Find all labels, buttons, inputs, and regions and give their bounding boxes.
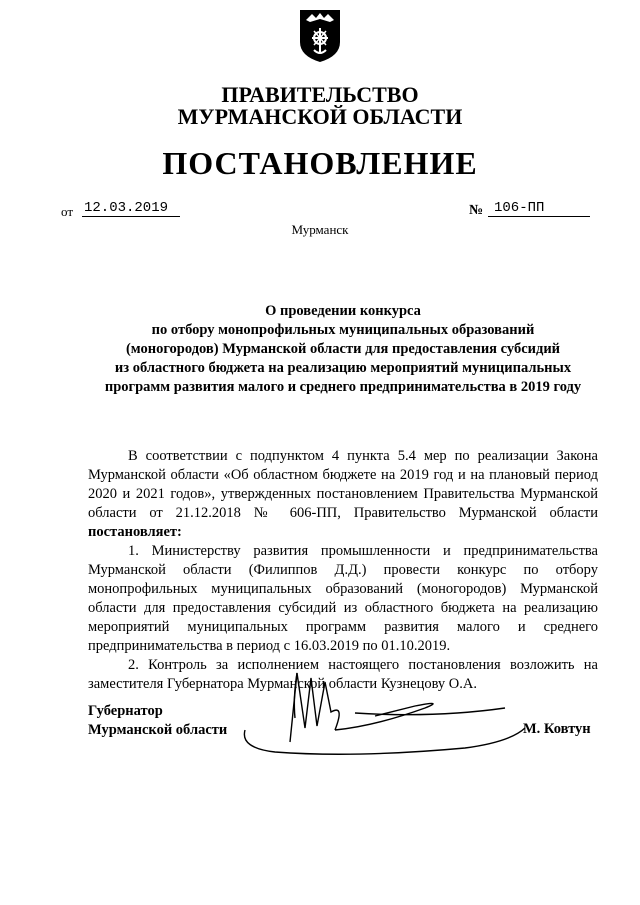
resolves-word: постановляет: <box>88 524 182 540</box>
document-type-heading: ПОСТАНОВЛЕНИЕ <box>162 145 478 181</box>
position-line2: Мурманской области <box>88 722 228 738</box>
title-line: из областного бюджета на реализацию мероприятий муниципальных <box>114 360 572 376</box>
document-number: 106-ПП <box>488 200 590 217</box>
intro-paragraph <box>88 447 598 542</box>
item-2: 2. Контроль за исполнением настоящего постановления возложить на заместителя Губернатора Мурманской области Кузнецову О.А. <box>88 657 598 692</box>
signatory-position <box>88 702 227 740</box>
city: Мурманск <box>291 222 349 237</box>
signatory-name: М. Ковтун <box>523 721 591 737</box>
position-line1: Губернатор <box>88 703 163 719</box>
government-title-line1: ПРАВИТЕЛЬСТВО <box>221 82 419 107</box>
government-title-line2: МУРМАНСКОЙ ОБЛАСТИ <box>177 104 463 129</box>
title-line: О проведении конкурса <box>265 303 421 319</box>
intro-text: В соответствии с подпунктом 4 пункта 5.4 мер по реализации Закона Мурманской области «Об областном бюджете на 2019 год и на плановый период 2020 и 2021 годов», утвержденных постановлением Правительства Мурманской области от 21.12.2018 № 606-ПП, Правительство Мурманской области <box>88 448 598 521</box>
document-title <box>88 302 598 397</box>
number-label: № <box>469 203 484 218</box>
title-line: программ развития малого и среднего предпринимательства в 2019 году <box>104 379 582 395</box>
coat-of-arms-icon <box>298 8 342 64</box>
title-line: (моногородов) Мурманской области для предоставления субсидий <box>125 341 561 357</box>
date-label: от <box>61 204 74 219</box>
item-1: 1. Министерству развития промышленности и предпринимательства Мурманской области (Филиппов Д.Д.) провести конкурс по отбору монопрофильных муниципальных образований (моногородов) Мурманской области для предоставления субсидий из областного бюджета на реализацию мероприятий муниципальных программ развития малого и среднего предпринимательства в период с 16.03.2019 по 01.10.2019. <box>88 543 598 654</box>
document-body <box>88 447 598 694</box>
title-line: по отбору монопрофильных муниципальных образований <box>151 322 535 338</box>
document-date: 12.03.2019 <box>82 200 180 217</box>
handwritten-signature <box>235 668 535 778</box>
